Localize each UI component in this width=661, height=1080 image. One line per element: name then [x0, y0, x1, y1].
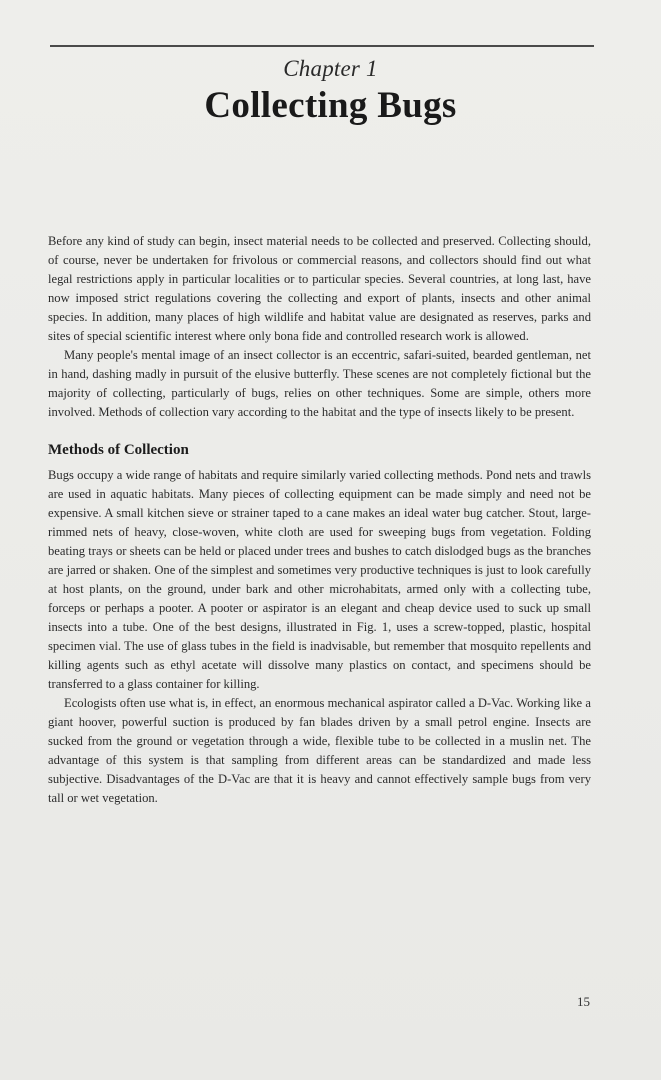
chapter-title: Collecting Bugs	[204, 85, 457, 126]
page-number: 15	[577, 994, 590, 1009]
section-heading: Methods of Collection	[48, 442, 189, 458]
intro-paragraph-2: Many people's mental image of an insect collector is an eccentric, safari-suited, bearded gentleman, net in hand, dashing madly in pursuit of the elusive butterfly. These scenes are not completely fictional but the majority of collecting, particularly of bugs, relies on other techniques. Some are simple, others more involved. Methods of collection vary according to the habitat and the type of insects likely to be present.	[48, 348, 591, 419]
section-paragraph-1: Bugs occupy a wide range of habitats and require similarly varied collecting methods. Pond nets and trawls are used in aquatic habitats. Many pieces of collecting equipment can be made simply and need not be expensive. A small kitchen sieve or strainer taped to a cane makes an ideal water bug catcher. Stout, large-rimmed nets of heavy, close-woven, white cloth are used for sweeping bugs from vegetation. Folding beating trays or sheets can be held or placed under trees and bushes to catch dislodged bugs as the branches are jarred or shaken. One of the simplest and sometimes very productive techniques is just to look carefully at host plants, on the ground, under bark and other microhabitats, armed only with a collecting tube, forceps or perhaps a pooter. A pooter or aspirator is an elegant and cheap device used to suck up small insects into a tube. One of the best designs, illustrated in Fig. 1, uses a screw-topped, plastic, hospital specimen vial. The use of glass tubes in the field is inadvisable, but remember that mosquito repellents and killing agents such as ethyl acetate will dissolve many plastics on contact, and specimens should be transferred to a glass container for killing.	[48, 468, 591, 691]
chapter-label: Chapter 1	[283, 56, 378, 81]
section-paragraph-2: Ecologists often use what is, in effect, an enormous mechanical aspirator called a D-Vac. Working like a giant hoover, powerful suction is produced by fan blades driven by a small petrol engine. Insects are sucked from the ground or vegetation through a wide, flexible tube to be collected in a muslin net. The advantage of this system is that sampling from different areas can be standardized and made less subjective. Disadvantages of the D-Vac are that it is heavy and cannot effectively sample bugs from very tall or wet vegetation.	[48, 696, 591, 805]
header-rule	[50, 45, 594, 47]
intro-paragraph-1: Before any kind of study can begin, insect material needs to be collected and preserved. Collecting should, of course, never be undertaken for frivolous or commercial reasons, and collectors should find out what legal restrictions apply in particular localities or to particular species. Several countries, at long last, have now imposed strict regulations covering the collecting and export of plants, insects and other animal species. In addition, many places of high wildlife and habitat value are designated as reserves, parks and sites of special scientific interest where only bona fide and controlled research work is allowed.	[48, 234, 591, 343]
body-text	[48, 232, 591, 808]
